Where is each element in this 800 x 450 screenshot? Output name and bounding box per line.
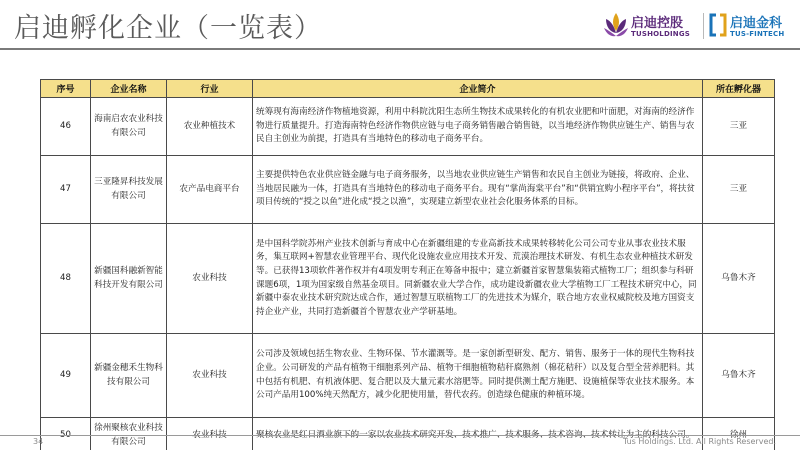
cell-industry: 农业种植技术 [167,98,253,156]
header-company-name: 企业名称 [91,80,167,98]
incubated-companies-table [40,79,775,450]
tus-fintech-logo [708,11,798,41]
cell-index: 47 [41,156,91,224]
tusholdings-logo [603,11,701,41]
cell-incubator: 乌鲁木齐 [703,224,775,334]
table-row [41,156,775,224]
cell-index [41,418,91,450]
footer-divider [0,435,800,436]
cell-index: 48 [41,224,91,334]
cell-company-name: 海南启农农业科技有限公司 [91,98,167,156]
cell-industry: 农业科技 [167,224,253,334]
cell-company-name: 新疆金穗禾生物科技有限公司 [91,334,167,418]
tus-lotus-icon [603,11,629,39]
tus-logo-en: TUSHOLDINGS [631,30,691,38]
cell-industry: 农业科技 [167,334,253,418]
cell-company-intro: 主要提供特色农业供应链金融与电子商务服务，以当地农业供应链生产销售和农民自主创业为链接，将政府、企业、当地居民融为一体，打造具有当地特色的移动电子商务平台。现有“掌尚海棠平台”和“供销宜购小程序平台”，将扶贫项目传统的“授之以鱼”进化成“授之以渔”，实现建立新型农业社会化服务体系的目标。 [253,156,703,224]
cell-company-name: 徐州聚核农业科技有限公司 [91,418,167,450]
header-company-intro: 企业简介 [253,80,703,98]
fintech-bracket-icon [708,13,728,37]
cell-company-name: 三亚隆昇科技发展有限公司 [91,156,167,224]
cell-company-intro: 是中国科学院苏州产业技术创新与育成中心在新疆组建的专业高新技术成果转移转化公司公司专业从事农业技术服务，集互联网+智慧农业管理平台、现代化设施农业应用技术开发、荒漠治理技术研发、有机生态农业种植技术研发等。已获得13项软件著作权并有4项发明专利正在筹备申报中；建立新疆首家智慧集装箱式植物工厂；组织参与科研课题6项，1项为国家级自然基金项目。同新疆农业大学合作，成功建设新疆农业大学植物工厂工程技术研究中心，同新疆中泰农业技术研究院达成合作，通过智慧互联植物工厂的先进技术为媒介，联合地方农业权威院校及地方国资支持企业产业，共同打造新疆首个智慧农业产学研基地。 [253,224,703,334]
tus-logo-cn: 启迪控股 [631,16,684,31]
table-header-row [41,80,775,98]
cell-index: 46 [41,98,91,156]
cell-incubator: 三亚 [703,156,775,224]
cell-industry [167,418,253,450]
page-title: 启迪孵化企业（一览表） [14,13,322,44]
cell-company-intro: 统筹现有海南经济作物植地资源，利用中科院沈阳生态所生物技术成果转化的有机农业肥和叶面肥，对海南的经济作物进行质量提升。打造海南特色经济作物供应链与电子商务销售融合销售链，以当地经济作物供应链生产、销售与农民自主创业为前提，打造具有当地特色的移动电子商务平台。 [253,98,703,156]
header-index: 序号 [41,80,91,98]
cell-company-intro: 公司涉及领域包括生物农业、生物环保、节水灌溉等。是一家创新型研发、配方、销售、服务于一体的现代生物科技企业。公司研发的产品有植物干细胞系列产品、植物干细胞植物秸秆腐熟剂（棉花秸秆）以及复合型全营养肥料。其中包括有机肥、有机液体肥、复合肥以及大量元素水溶肥等。同时提供测土配方施肥、设施植保等农业技术服务。本公司产品用100%纯天然配方，减少化肥使用量，替代农药。创造绿色健康的种植环境。 [253,334,703,418]
fintech-logo-en: TUS-FINTECH [730,30,785,38]
copyright-notice: Tus Holdings. Ltd. All Rights Reserved. [622,437,776,446]
table-row [41,224,775,334]
table-row [41,334,775,418]
logo-divider [703,13,704,39]
header-industry: 行业 [167,80,253,98]
page-number: 34 [33,437,44,446]
header-divider [0,48,800,50]
cell-industry: 农产品电商平台 [167,156,253,224]
table-row [41,98,775,156]
header-incubator: 所在孵化器 [703,80,775,98]
cell-index: 49 [41,334,91,418]
fintech-logo-cn: 启迪金科 [730,16,783,31]
cell-company-name: 新疆国科融新智能科技开发有限公司 [91,224,167,334]
cell-incubator: 三亚 [703,98,775,156]
cell-incubator: 乌鲁木齐 [703,334,775,418]
